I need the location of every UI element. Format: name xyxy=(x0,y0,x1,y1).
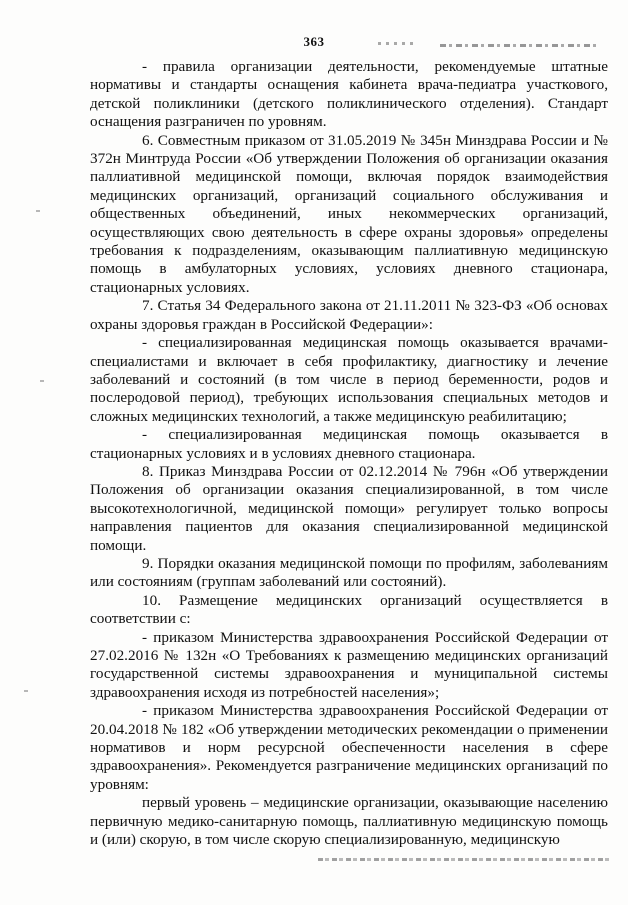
scan-artifact xyxy=(36,210,40,212)
paragraph: первый уровень – медицинские организации, оказывающие населению первичную медико-санитарную помощь, паллиативную медицинскую помощь и (или) скорую, в том числе скорую специализированную, медицинскую xyxy=(90,794,608,849)
paragraph: - правила организации деятельности, рекомендуемые штатные нормативы и стандарты оснащения кабинета врача-педиатра участкового, детской поликлиники (детского поликлинического отделения). Стандарт оснащения разграничен по уровням. xyxy=(90,58,608,131)
scan-artifact xyxy=(440,44,600,47)
paragraph: - приказом Министерства здравоохранения Российской Федерации от 27.02.2016 № 132н «О Требованиях к размещению медицинских организаций государственной системы здравоохранения и муниципальной системы здравоохранения исходя из потребностей населения»; xyxy=(90,628,608,701)
document-body xyxy=(90,58,608,849)
scan-artifact xyxy=(24,690,28,692)
paragraph: - специализированная медицинская помощь оказывается в стационарных условиях и в условиях дневного стационара. xyxy=(90,426,608,462)
paragraph: - специализированная медицинская помощь оказывается врачами-специалистами и включает в себя профилактику, диагностику и лечение заболеваний и состояний (в том числе в период беременности, родов и послеродовой период), требующих использования специальных методов и сложных медицинских технологий, а также медицинскую реабилитацию; xyxy=(90,334,608,425)
paragraph: 6. Совместным приказом от 31.05.2019 № 345н Минздрава России и № 372н Минтруда России «Об утверждении Положения об организации оказания паллиативной медицинской помощи, включая порядок взаимодействия медицинских организаций, организаций социального обслуживания и общественных объединений, иных некоммерческих организаций, осуществляющих свою деятельность в сфере охраны здоровья» определены требования к подразделениям, оказывающим паллиативную медицинскую помощь в амбулаторных условиях, условиях дневного стационара, стационарных условиях. xyxy=(90,131,608,296)
scan-artifact xyxy=(318,858,610,861)
scan-artifact xyxy=(378,42,418,45)
scan-artifact xyxy=(40,380,44,382)
paragraph: 10. Размещение медицинских организаций осуществляется в соответствии с: xyxy=(90,591,608,628)
paragraph: 8. Приказ Минздрава России от 02.12.2014 № 796н «Об утверждении Положения об организации оказания специализированной, в том числе высокотехнологичной, медицинской помощи» регулирует только вопросы направления пациентов для оказания специализированной медицинской помощи. xyxy=(90,462,608,554)
page-number: 363 xyxy=(303,34,325,49)
paragraph: 7. Статья 34 Федерального закона от 21.11.2011 № 323-ФЗ «Об основах охраны здоровья граждан в Российской Федерации»: xyxy=(90,297,608,333)
paragraph: 9. Порядки оказания медицинской помощи по профилям, заболеваниям или состояниям (группам заболеваний или состояний). xyxy=(90,554,608,591)
paragraph: - приказом Министерства здравоохранения Российской Федерации от 20.04.2018 № 182 «Об утверждении методических рекомендации о применении нормативов и норм ресурсной обеспеченности населения в сфере здравоохранения». Рекомендуется разграничение медицинских организаций по уровням: xyxy=(90,702,608,793)
